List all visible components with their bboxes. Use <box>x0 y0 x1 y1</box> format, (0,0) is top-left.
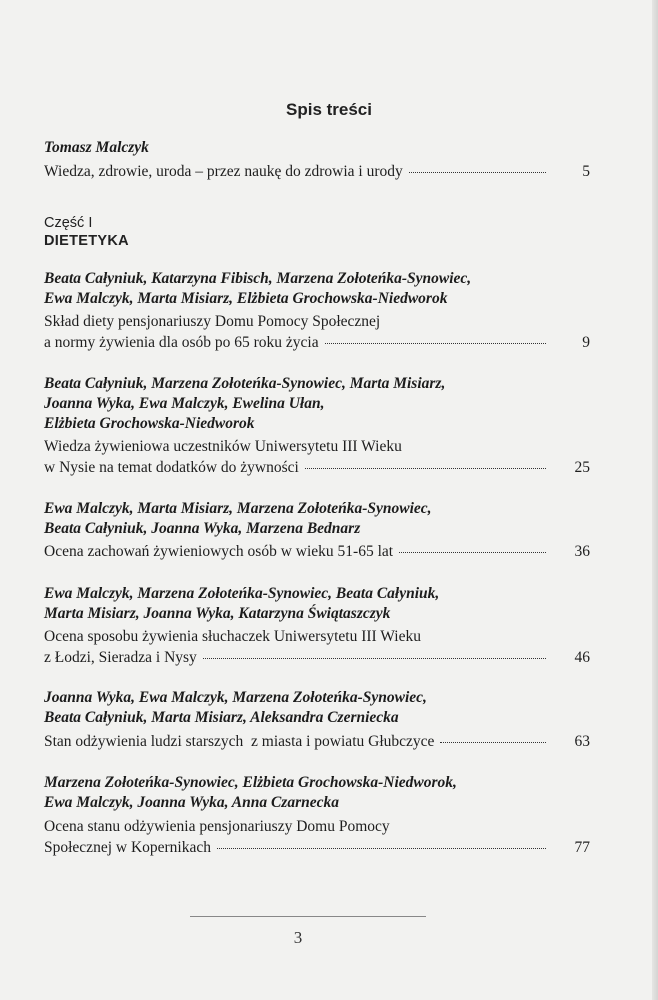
toc-entry <box>44 499 590 562</box>
entry-title: Ocena zachowań żywieniowych osób w wieku 51-65 lat <box>44 543 394 560</box>
dot-leader <box>217 847 546 849</box>
toc-entry <box>44 584 590 668</box>
toc-entry-intro <box>44 138 590 182</box>
entry-title-line <box>44 731 590 752</box>
entry-authors-line: Joanna Wyka, Ewa Malczyk, Marzena Zołoteńka-Synowiec, <box>44 689 427 706</box>
entry-authors-line: Elżbieta Grochowska-Niedworok <box>44 415 255 432</box>
part-title: DIETETYKA <box>44 233 129 249</box>
entry-title-line <box>44 816 590 837</box>
toc-entry <box>44 773 590 858</box>
entry-title: Stan odżywienia ludzi starszych z miasta i powiatu Głubczyce <box>44 733 435 750</box>
entry-title-line <box>44 161 590 182</box>
entry-authors-line: Ewa Malczyk, Marta Misiarz, Elżbieta Grochowska-Niedworok <box>44 290 448 307</box>
dot-leader <box>409 171 546 173</box>
dot-leader <box>305 467 546 469</box>
entry-title-line <box>44 837 590 858</box>
entry-page: 46 <box>574 649 590 666</box>
entry-authors-line: Marzena Zołoteńka-Synowiec, Elżbieta Grochowska-Niedworok, <box>44 774 457 791</box>
entry-authors-line: Ewa Malczyk, Marzena Zołoteńka-Synowiec, Beata Całyniuk, <box>44 585 440 602</box>
page-edge-shade <box>652 0 658 1000</box>
entry-authors-line: Beata Całyniuk, Joanna Wyka, Marzena Bednarz <box>44 520 361 537</box>
footer-rule <box>190 916 426 917</box>
entry-title-line <box>44 457 590 478</box>
entry-title-line <box>44 541 590 562</box>
entry-title: w Nysie na temat dodatków do żywności <box>44 459 299 476</box>
toc-entry <box>44 374 590 478</box>
toc-entry <box>44 688 590 752</box>
entry-title: Społecznej w Kopernikach <box>44 839 211 856</box>
entry-title: Skład diety pensjonariuszy Domu Pomocy Społecznej <box>44 313 381 330</box>
entry-title-line <box>44 332 590 353</box>
entry-authors-line: Marta Misiarz, Joanna Wyka, Katarzyna Świątaszczyk <box>44 605 391 622</box>
entry-title-line <box>44 647 590 668</box>
entry-title: Ocena sposobu żywienia słuchaczek Uniwersytetu III Wieku <box>44 628 421 645</box>
entry-title-line <box>44 436 590 457</box>
toc-title: Spis treści <box>286 100 372 119</box>
entry-authors-line: Ewa Malczyk, Marta Misiarz, Marzena Zołoteńka-Synowiec, <box>44 500 432 517</box>
entry-title: Wiedza żywieniowa uczestników Uniwersytetu III Wieku <box>44 438 402 455</box>
dot-leader <box>440 741 546 743</box>
entry-authors-line: Beata Całyniuk, Katarzyna Fibisch, Marzena Zołoteńka-Synowiec, <box>44 270 472 287</box>
dot-leader <box>399 551 546 553</box>
entry-page: 77 <box>574 839 590 856</box>
entry-title: z Łodzi, Sieradza i Nysy <box>44 649 197 666</box>
entry-authors: Tomasz Malczyk <box>44 139 149 156</box>
entry-authors-line: Ewa Malczyk, Joanna Wyka, Anna Czarnecka <box>44 794 339 811</box>
entry-authors-line: Beata Całyniuk, Marzena Zołoteńka-Synowiec, Marta Misiarz, <box>44 375 446 392</box>
dot-leader <box>325 342 546 344</box>
entry-title: a normy żywienia dla osób po 65 roku życia <box>44 334 319 351</box>
entry-page: 36 <box>574 543 590 560</box>
entry-page: 5 <box>582 163 590 180</box>
page-number: 3 <box>293 928 303 947</box>
entry-page: 25 <box>574 459 590 476</box>
entry-page: 9 <box>582 334 590 351</box>
part-label: Część I <box>44 215 93 231</box>
toc-entry <box>44 269 590 353</box>
entry-title: Wiedza, zdrowie, uroda – przez naukę do zdrowia i urody <box>44 163 403 180</box>
entry-authors-line: Joanna Wyka, Ewa Malczyk, Ewelina Ułan, <box>44 395 325 412</box>
entry-title: Ocena stanu odżywienia pensjonariuszy Domu Pomocy <box>44 818 390 835</box>
dot-leader <box>203 657 546 659</box>
entry-title-line <box>44 311 590 332</box>
entry-page: 63 <box>574 733 590 750</box>
entry-authors-line: Beata Całyniuk, Marta Misiarz, Aleksandra Czerniecka <box>44 709 399 726</box>
entry-title-line <box>44 626 590 647</box>
